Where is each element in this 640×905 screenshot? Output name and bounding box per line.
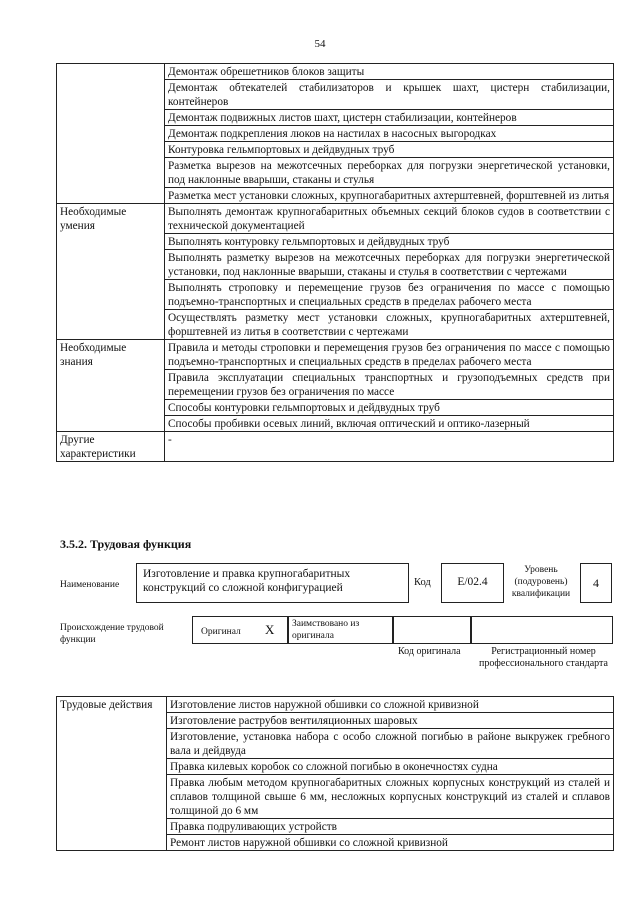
labor-actions-table	[56, 696, 614, 851]
row-cell: Выполнять контуровку гельмпортовых и дейдвудных труб	[165, 234, 614, 250]
row-label: Трудовые действия	[57, 697, 167, 851]
row-cell: Контуровка гельмпортовых и дейдвудных труб	[165, 142, 614, 158]
row-cell: Правка подруливающих устройств	[167, 819, 614, 835]
table-row	[57, 204, 614, 234]
row-cell: Способы пробивки осевых линий, включая оптический и оптико-лазерный	[165, 416, 614, 432]
row-cell: Демонтаж подвижных листов шахт, цистерн стабилизации, контейнеров	[165, 110, 614, 126]
name-box	[136, 563, 409, 603]
original-mark: X	[265, 622, 275, 637]
row-label: Другие характеристики	[57, 432, 165, 462]
row-cell: Разметка мест установки сложных, крупногабаритных ахтерштевней, форштевней из литья	[165, 188, 614, 204]
level-value: 4	[593, 576, 599, 590]
row-cell: Демонтаж подкрепления люков на настилах в насосных выгородках	[165, 126, 614, 142]
row-cell: Ремонт листов наружной обшивки со сложной кривизной	[167, 835, 614, 851]
code-value: E/02.4	[457, 576, 488, 588]
row-label	[57, 64, 165, 204]
borrowed-box	[288, 616, 393, 644]
row-cell: Разметка вырезов на межотсечных переборках для погрузки энергетической установки, под наклонные вварыши, стаканы и стулья	[165, 158, 614, 188]
table-row	[57, 432, 614, 462]
row-cell: Правка любым методом крупногабаритных сложных корпусных конструкций из сталей и сплавов толщиной свыше 6 мм, несложных корпусных конструкций из сталей и сплавов толщиной до 6 мм	[167, 775, 614, 819]
skills-knowledge-table	[56, 63, 614, 462]
row-cell: Осуществлять разметку мест установки сложных, крупногабаритных ахтерштевней, форштевней из литья в соответствии с чертежами	[165, 310, 614, 340]
row-cell: -	[165, 432, 614, 462]
code-original-label: Код оригинала	[398, 646, 461, 657]
reg-number-box	[471, 616, 613, 644]
code-label: Код	[414, 577, 431, 588]
row-cell: Правка килевых коробок со сложной погибью в оконечностях судна	[167, 759, 614, 775]
row-cell: Выполнять демонтаж крупногабаритных объемных секций блоков судов в соответствии с технической документацией	[165, 204, 614, 234]
row-cell: Правила и методы строповки и перемещения грузов без ограничения по массе с помощью подъемно-транспортных и специальных средств в пределах рабочего места	[165, 340, 614, 370]
row-cell: Выполнять разметку вырезов на межотсечных переборках для погрузки энергетической установки, под наклонные вварыши, стаканы и стулья в соответствии с чертежами	[165, 250, 614, 280]
origin-label: Происхождение трудовой функции	[60, 623, 164, 645]
borrowed-label: Заимствовано из оригинала	[292, 619, 360, 641]
row-cell: Изготовление раструбов вентиляционных шаровых	[167, 713, 614, 729]
original-label: Оригинал	[201, 627, 241, 637]
section-title: 3.5.2. Трудовая функция	[60, 537, 192, 551]
table-row	[57, 697, 614, 713]
level-label: Уровень (подуровень) квалификации	[511, 565, 571, 599]
page-number: 54	[314, 38, 326, 50]
name-label: Наименование	[60, 580, 120, 590]
row-cell: Правила эксплуатации специальных транспортных и грузоподъемных средств при перемещении грузов без ограничения по массе	[165, 370, 614, 400]
level-box	[580, 563, 612, 603]
row-cell: Изготовление листов наружной обшивки со сложной кривизной	[167, 697, 614, 713]
reg-number-label: Регистрационный номер профессионального стандарта	[479, 646, 608, 669]
row-label: Необходимые умения	[57, 204, 165, 340]
table-row	[57, 340, 614, 370]
name-value: Изготовление и правка крупногабаритных конструкций со сложной конфигурацией	[143, 568, 351, 594]
code-box	[441, 563, 504, 603]
row-cell: Изготовление, установка набора с особо сложной погибью в районе выкружек гребного вала и дейдвуда	[167, 729, 614, 759]
row-label: Необходимые знания	[57, 340, 165, 432]
row-cell: Демонтаж обрешетников блоков защиты	[165, 64, 614, 80]
code-original-box	[393, 616, 471, 644]
row-cell: Способы контуровки гельмпортовых и дейдвудных труб	[165, 400, 614, 416]
table-row	[57, 64, 614, 80]
row-cell: Демонтаж обтекателей стабилизаторов и крышек шахт, цистерн стабилизации, контейнеров	[165, 80, 614, 110]
original-box	[192, 616, 288, 644]
row-cell: Выполнять строповку и перемещение грузов без ограничения по массе с помощью подъемно-транспортных и специальных средств в пределах рабочего места	[165, 280, 614, 310]
